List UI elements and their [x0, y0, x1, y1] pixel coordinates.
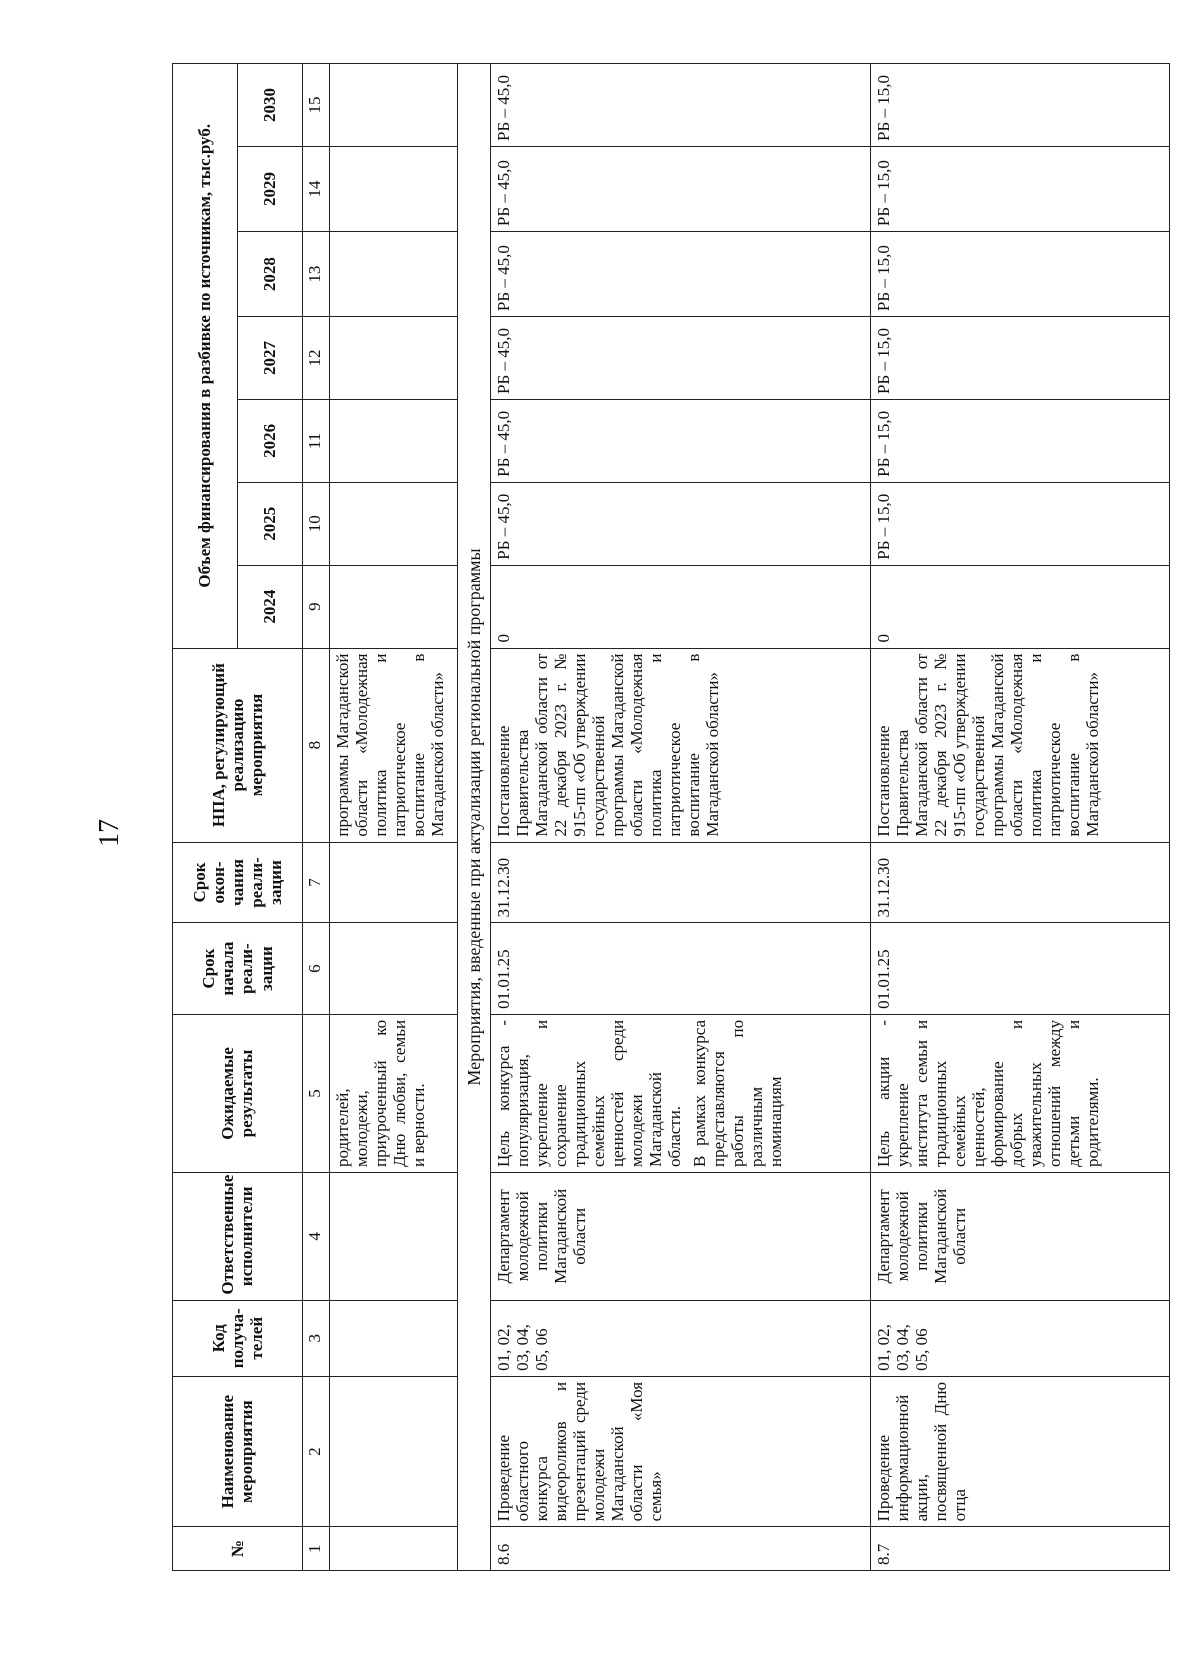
funding-2026: РБ – 15,0	[870, 399, 1169, 482]
header-end: Срок окон-чания реали-зации	[173, 842, 303, 923]
header-funding: Объем финансирования в разбивке по источникам, тыс.руб.	[173, 64, 238, 649]
header-year: 2027	[237, 317, 302, 400]
table-row	[490, 64, 870, 1571]
continued-results: родителей, молодежи, приуроченный ко Дню любви, семьи и верности.	[329, 1014, 457, 1172]
funding-2027: РБ – 15,0	[870, 317, 1169, 400]
column-number: 12	[302, 317, 329, 400]
column-number: 9	[302, 565, 329, 648]
results-paragraph: Цель конкурса - популяризация, укрепление и сохранение традиционных семейных ценностей среди молодежи Магаданской области.	[493, 1019, 685, 1168]
column-number: 14	[302, 147, 329, 232]
expected-results	[490, 1014, 870, 1172]
event-name: Проведение областного конкурса видеороликов и презентаций среди молодежи Магаданской области «Моя семья»	[490, 1376, 870, 1526]
npa: Постановление Правительства Магаданской области от 22 декабря 2023 г. № 915-пп «Об утверждении государственной программы Магаданской области «Молодежная политика и патриотическое воспитание в Магаданской области»	[870, 648, 1169, 842]
header-row	[173, 64, 238, 1571]
header-year: 2029	[237, 147, 302, 232]
start-date: 01.01.25	[490, 923, 870, 1015]
table-row	[870, 64, 1169, 1571]
funding-2029: РБ – 45,0	[490, 147, 870, 232]
column-number: 5	[302, 1014, 329, 1172]
section-row	[457, 64, 490, 1571]
executors: Департамент молодежной политики Магаданской области	[870, 1173, 1169, 1301]
header-start: Срок начала реали-зации	[173, 923, 303, 1015]
column-number: 6	[302, 923, 329, 1015]
funding-2024: 0	[870, 565, 1169, 648]
funding-2028: РБ – 45,0	[490, 232, 870, 317]
column-number: 11	[302, 399, 329, 482]
end-date: 31.12.30	[490, 842, 870, 923]
recipient-code: 01, 02, 03, 04, 05, 06	[490, 1300, 870, 1376]
section-title: Мероприятия, введенные при актуализации региональной программы	[457, 64, 490, 1571]
column-number: 8	[302, 648, 329, 842]
column-number: 3	[302, 1300, 329, 1376]
expected-results	[870, 1014, 1169, 1172]
continued-row	[329, 64, 457, 1571]
header-year: 2024	[237, 565, 302, 648]
header-year: 2025	[237, 482, 302, 565]
event-name: Проведение информационной акции, посвященной Дню отца	[870, 1376, 1169, 1526]
header-code: Код получа-телей	[173, 1300, 303, 1376]
end-date: 31.12.30	[870, 842, 1169, 923]
funding-2030: РБ – 15,0	[870, 64, 1169, 147]
funding-2028: РБ – 15,0	[870, 232, 1169, 317]
funding-2027: РБ – 45,0	[490, 317, 870, 400]
funding-2024: 0	[490, 565, 870, 648]
funding-2029: РБ – 15,0	[870, 147, 1169, 232]
header-name: Наименование мероприятия	[173, 1376, 303, 1526]
row-number: 8.6	[490, 1527, 870, 1571]
column-number: 10	[302, 482, 329, 565]
results-paragraph: В рамках конкурса представляются работы по различным номинациям	[690, 1019, 786, 1168]
rotated-table-wrapper	[172, 63, 1170, 1571]
header-year: 2030	[237, 64, 302, 147]
funding-2025: РБ – 15,0	[870, 482, 1169, 565]
npa: Постановление Правительства Магаданской области от 22 декабря 2023 г. № 915-пп «Об утверждении государственной программы Магаданской области «Молодежная политика и патриотическое воспитание в Магаданской области»	[490, 648, 870, 842]
column-number: 7	[302, 842, 329, 923]
header-executors: Ответственные исполнители	[173, 1173, 303, 1301]
row-number: 8.7	[870, 1527, 1169, 1571]
results-paragraph: Цель акции - укрепление института семьи и традиционных семейных ценностей, формирование добрых и уважительных отношений между детьми и родителями.	[873, 1019, 1102, 1168]
column-number: 2	[302, 1376, 329, 1526]
funding-2025: РБ – 45,0	[490, 482, 870, 565]
column-number: 15	[302, 64, 329, 147]
events-table	[172, 63, 1170, 1571]
funding-2026: РБ – 45,0	[490, 399, 870, 482]
column-number-row	[302, 64, 329, 1571]
header-no: №	[173, 1527, 303, 1571]
header-year: 2026	[237, 399, 302, 482]
start-date: 01.01.25	[870, 923, 1169, 1015]
header-year: 2028	[237, 232, 302, 317]
continued-npa: программы Магаданской области «Молодежная политика и патриотическое воспитание в Магаданской области»	[329, 648, 457, 842]
header-results: Ожидаемые результаты	[173, 1014, 303, 1172]
column-number: 1	[302, 1527, 329, 1571]
recipient-code: 01, 02, 03, 04, 05, 06	[870, 1300, 1169, 1376]
page-number: 17	[94, 819, 125, 847]
column-number: 4	[302, 1173, 329, 1301]
column-number: 13	[302, 232, 329, 317]
header-npa: НПА, регулирующий реализацию мероприятия	[173, 648, 303, 842]
executors: Департамент молодежной политики Магаданской области	[490, 1173, 870, 1301]
funding-2030: РБ – 45,0	[490, 64, 870, 147]
